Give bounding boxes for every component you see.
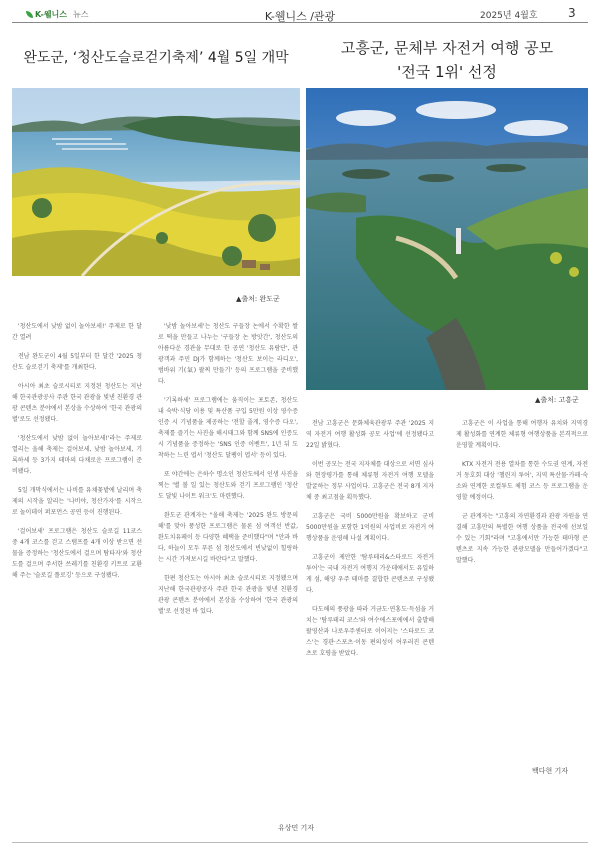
paragraph: 고흥군은 이 사업을 통해 여행자 유치와 지역경제 활성화를 연계한 체류형 여행상품을 본격적으로 운영할 계획이다. bbox=[456, 420, 588, 449]
left-article-headline: 완도군, ‘청산도슬로걷기축제’ 4월 5일 개막 bbox=[23, 50, 289, 66]
paragraph: 다도해의 풍광을 따라 거금도·연홍도·득섬을 거치는 '탐루테리 코스'와 여수에스포에에서 출발해 팔영산과 나로우주센터로 이어지는 '스타로드 코스'는 경관·스포츠·이동 편의성이 어우러진 콘텐츠로 호평을 받았다. bbox=[306, 606, 434, 657]
paragraph: '청산도에서 낮밤 없이 놀아보세!' 주제로 한 달간 열려 bbox=[12, 323, 142, 341]
paragraph: '기록하세' 프로그램에는 움직이는 포토존, 청산도 내 숙박·식당 이용 및 특산품 구입 5만원 이상 영수증 인증 시 기념품을 제공하는 '전할 줄게, 영수증 다오', 축제를 즐기는 사진을 해시태그와 함께 SNS에 인증도 시 기념품을 증정하는 'SNS 인증 이벤트', 1년 뒤 도착하는 느린 엽서 '청산도 달팽이 엽서' 등이 있다. bbox=[158, 397, 298, 459]
left-article-byline: 유상민 기자 bbox=[278, 824, 315, 832]
goheung-coast-illustration bbox=[306, 88, 588, 390]
paragraph: 완도군 관계자는 "올해 축제는 '2025 완도 방문의 해'를 맞아 풍성한 프로그램은 물론 섬 여객선 반값, 완도치유페이 등 다양한 혜택을 준비했다"며 "안과 바다, 하늘이 모두 푸른 섬 청산도에서 빈낮없이 힐링하는 시간 가져보시길 바란다"고 말했다. bbox=[158, 512, 298, 563]
left-article-column-1 bbox=[12, 321, 142, 589]
right-article-byline: 백다현 기자 bbox=[532, 767, 569, 775]
issue-date: 2025년 4월호 bbox=[480, 11, 538, 21]
paragraph: KTX 자전거 전용 열차를 통한 수도권 연계, 자전거 동호회 대상 '챌린지 투어', 지역 특산물·카페·숙소와 연계한 로컬투도 체험 코스 등 프로그램을 운영할 예정이다. bbox=[456, 461, 588, 501]
goheung-photo bbox=[306, 88, 588, 390]
right-article-column-1 bbox=[306, 418, 434, 667]
footer-divider bbox=[12, 842, 588, 843]
cheongsando-landscape-illustration bbox=[12, 88, 300, 276]
section-title: K-웰니스 /관광 bbox=[264, 10, 336, 23]
page-header bbox=[0, 0, 600, 26]
header-divider bbox=[12, 22, 588, 23]
paragraph: 군 관계자는 "고흥의 자연환경과 관광 자원을 연결해 고흥만의 특별한 여행 상품을 전국에 선보일 수 있는 기회"라며 "고흥에서만 가능한 테마형 콘텐츠로 지속 가능한 관광모델을 만들어가겠다"고 말했다. bbox=[456, 513, 588, 564]
paragraph: 한편 청산도는 아시아 최초 슬로시티로 지정됐으며 지난해 한국관광공사 주관 한국 관광을 빛낸 친환경 관광 콘텐츠 분야에서 본상을 수상하여 '한국 관광의 별'로 선정된 바 있다. bbox=[158, 575, 298, 615]
headline-line-1: 고흥군, 문체부 자전거 여행 공모 bbox=[340, 39, 554, 57]
logo-text: K-웰니스 bbox=[35, 10, 68, 19]
paragraph: '청산도에서 낮밤 없이 놀아보세!'라는 주제로 열리는 올해 축제는 걸어보세, 낮밤 놀아보세, 기록하세 등 3가지 테마의 다채로운 프로그램이 준비됐다. bbox=[12, 435, 142, 475]
leaf-icon bbox=[26, 11, 33, 18]
paragraph: 고흥군은 국비 5000만원을 확보하고 군비 5000만원을 포함한 1억원의 사업비로 자전거 여행상품을 운영해 나설 계획이다. bbox=[306, 513, 434, 542]
logo-subtext: 뉴스 bbox=[73, 10, 89, 19]
paragraph: 아시아 최초 슬로시티로 지정된 청산도는 지난해 한국관광공사 주관 한국 관광을 빛낸 친환경 관광 콘텐츠 분야에서 본상을 수상하여 '한국 관광의 별'로도 선정됐다. bbox=[12, 383, 142, 423]
page-number: 3 bbox=[568, 6, 576, 20]
left-photo-credit: ▲출처: 완도군 bbox=[236, 295, 280, 303]
paragraph: 전남 완도군이 4월 5일부터 한 달간 '2025 청산도 슬로걷기 축제'를 개최한다. bbox=[12, 353, 142, 371]
paragraph: '낮밤 놀아보세'는 청산도 구들장 논에서 수확한 쌀로 떡을 만들고 나누는 '구들장 논 방앗간', 청산도의 아름다운 경관을 무대로 한 공연 '청산도 유람단', 관광객과 주민 DJ가 함께하는 '청산도 보이는 라디오', 범바위 기(氣) 팔찌 만들기' 등의 프로그램을 준비했다. bbox=[158, 323, 298, 385]
paragraph: 또 야간에는 은하수 명소인 청산도에서 인생 사진을 찍는 '별 볼 일 있는 청산도와 걷기 프로그램인 '청산도 달빛 나이트 워크'도 마련했다. bbox=[158, 471, 298, 500]
headline-line-2: '전국 1위' 선정 bbox=[397, 63, 497, 81]
right-photo-credit: ▲출처: 고흥군 bbox=[535, 396, 579, 404]
paragraph: 5일 개막식에서는 나비를 유채꽃밭에 날리며 축제의 시작을 알리는 '나비야, 청산가자'를 시작으로 놀이데이 퍼포먼스 공연 등이 진행된다. bbox=[12, 487, 142, 516]
k-wellness-logo[interactable] bbox=[26, 9, 88, 20]
cheongsando-photo bbox=[12, 88, 300, 276]
right-article-headline bbox=[306, 36, 588, 84]
left-article-column-2 bbox=[158, 321, 298, 625]
paragraph: 전남 고흥군은 문화체육관광부 주관 '2025 지역 자전거 여행 활성화 공모 사업'에 선정됐다고 22일 밝혔다. bbox=[306, 420, 434, 449]
right-article-column-2 bbox=[456, 418, 588, 574]
paragraph: 이번 공모는 전국 지자체를 대상으로 서면 심사와 현장평가를 통해 체류형 자전거 여행 모델을 발굴하는 정부 사업이다. 고흥군은 전국 8개 지자체 중 최고점을 획득했다. bbox=[306, 461, 434, 501]
paragraph: 고흥군이 제안한 '탐루테리&스타로드 자전거 투어'는 국내 자전거 여행지 가운데에서도 유일하게 섬, 해양 우주 테마를 결합한 콘텐츠로 구성됐다. bbox=[306, 554, 434, 594]
paragraph: '걸어보세' 프로그램은 청산도 슬로길 11코스 중 4개 코스를 걷고 스탬프를 4개 이상 받으면 선물을 증정하는 '청산도에서 걸으며 탐타자'와 청산도를 걸으며 주서한 쓰레기를 친환경 키트로 교환해 주는 '슬로길 플로깅' 등으로 구성됐다. bbox=[12, 528, 142, 579]
